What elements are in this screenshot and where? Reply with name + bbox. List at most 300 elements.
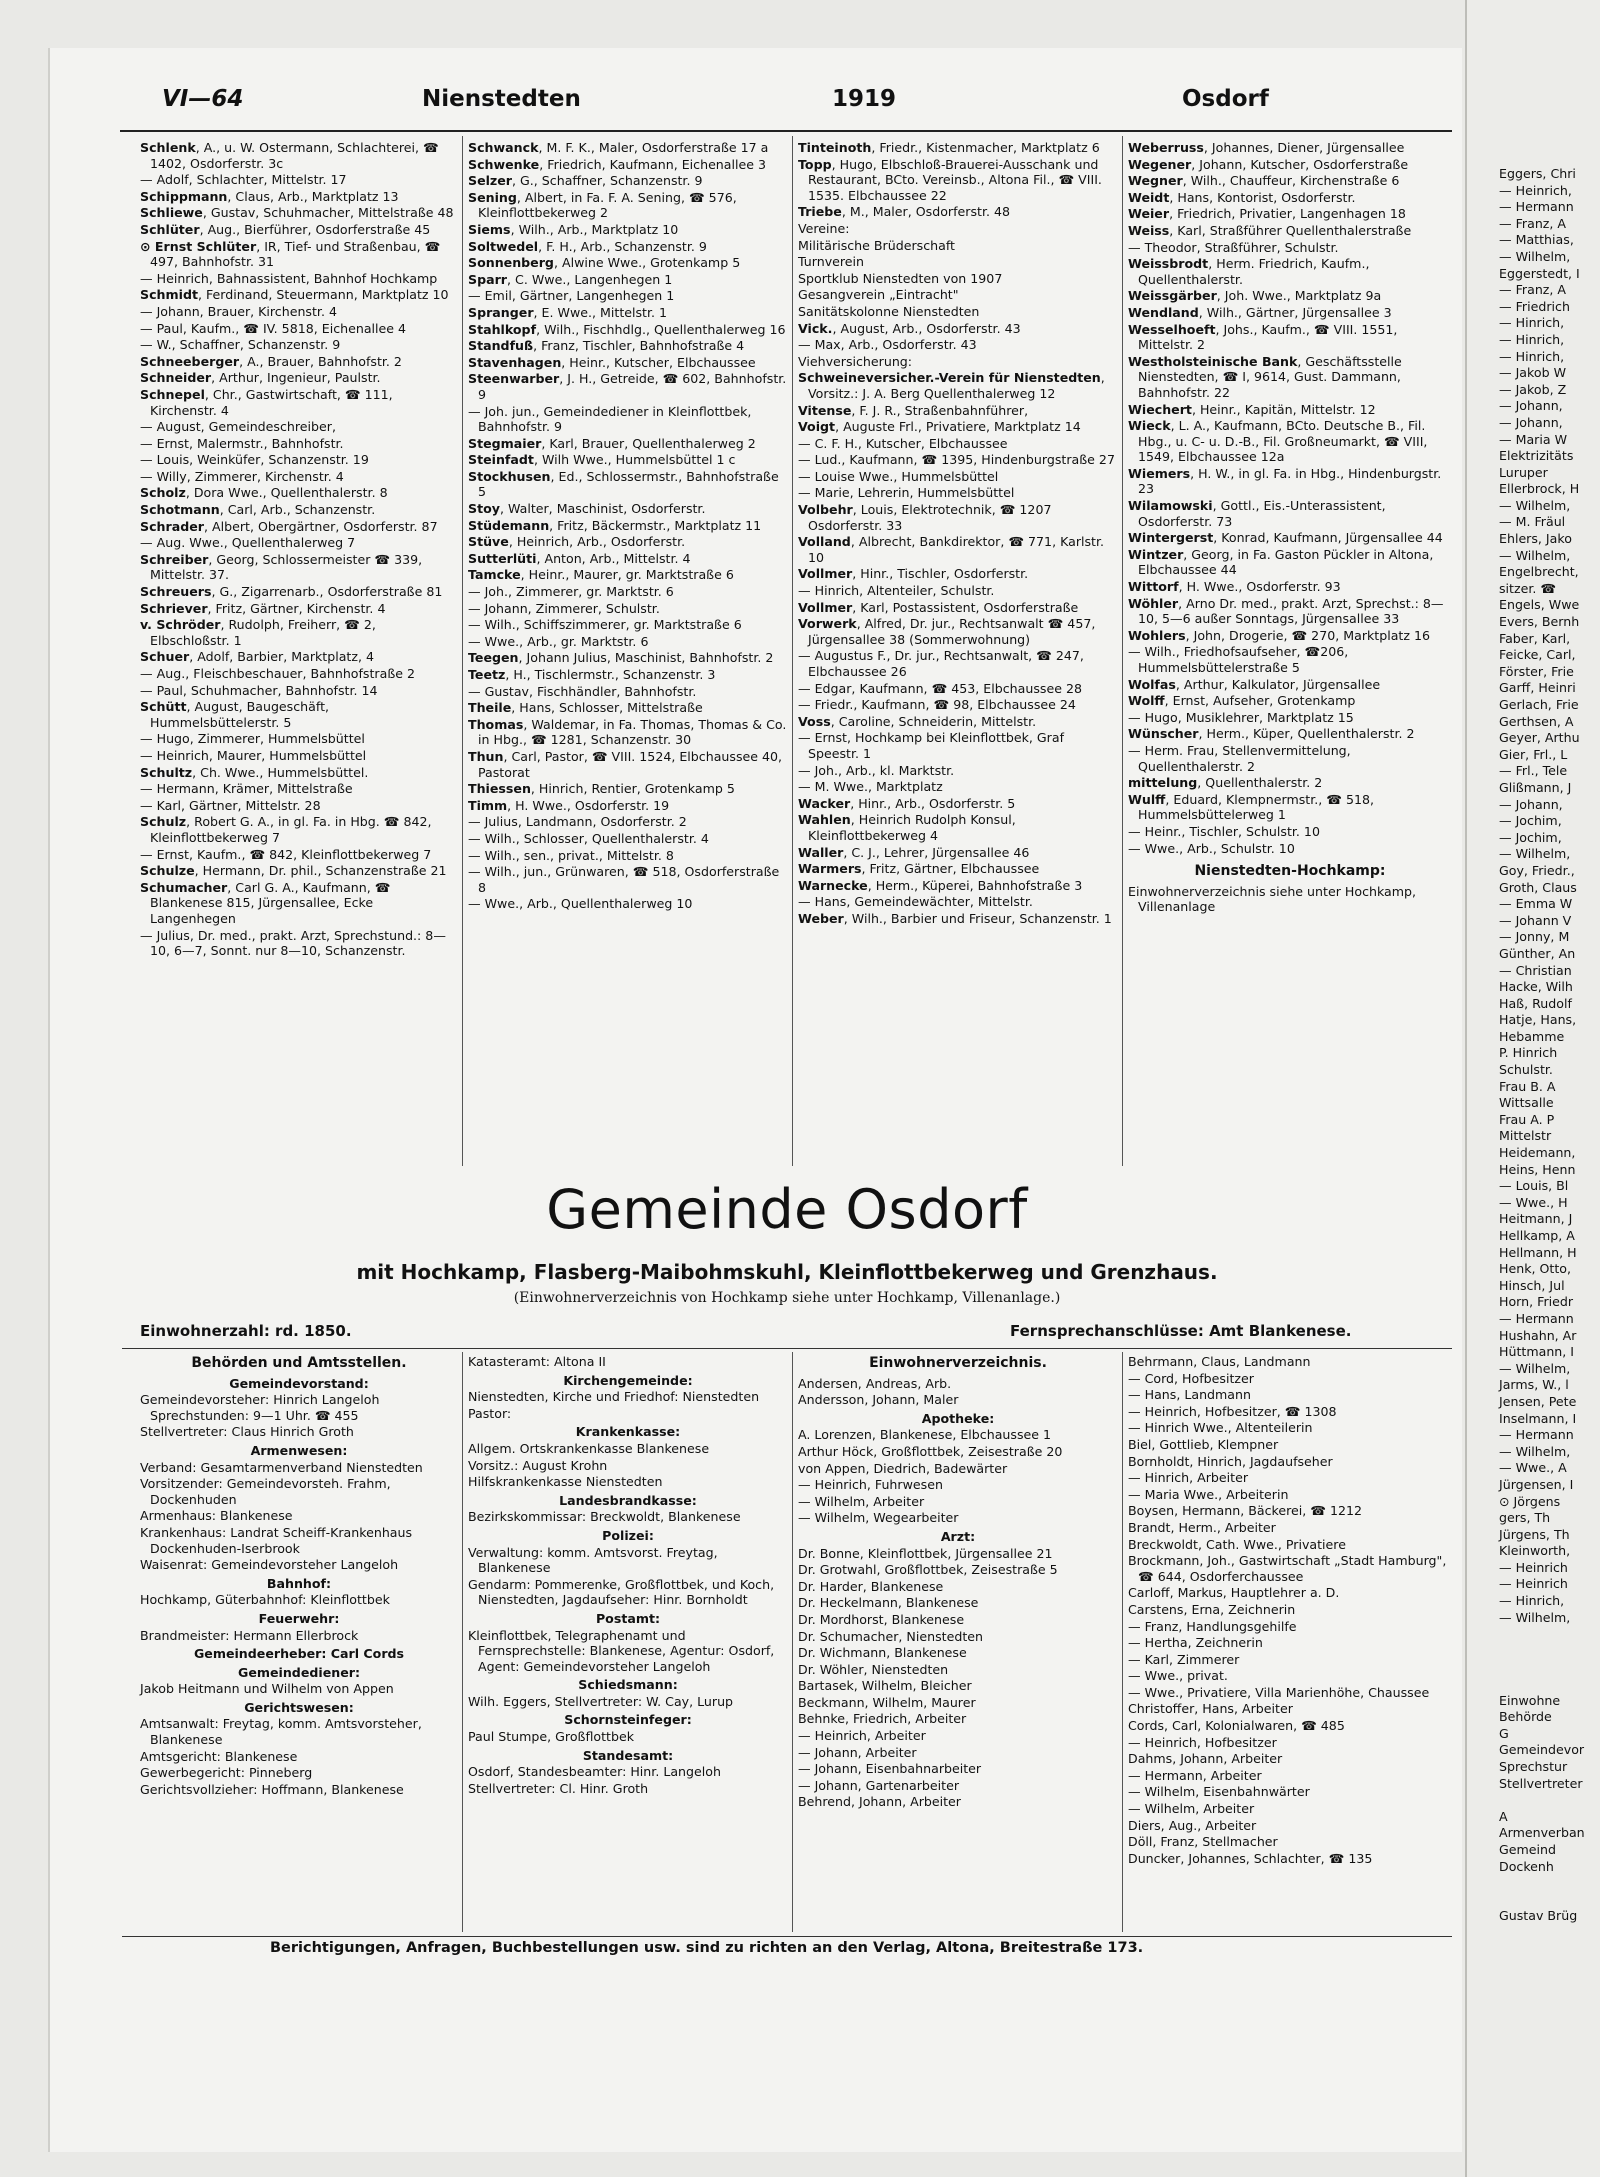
directory-entry: Wolff, Ernst, Aufseher, Grotenkamp [1128, 693, 1356, 709]
adjacent-entry: — Johann, [1499, 398, 1563, 414]
directory-entry: Weissgärber, Joh. Wwe., Marktplatz 9a [1128, 288, 1382, 304]
directory-entry: Vereine: [798, 220, 850, 236]
adjacent-entry: — Hermann [1499, 1310, 1574, 1326]
directory-entry: Döll, Franz, Stellmacher [1128, 1834, 1278, 1850]
left-running-title: Nienstedten [422, 86, 581, 112]
subsection-heading: Polizei: [602, 1527, 654, 1543]
adjacent-entry: Hüttmann, I [1499, 1344, 1574, 1360]
directory-entry: — Wilhelm, Wegearbeiter [798, 1510, 959, 1526]
directory-entry: Schneider, Arthur, Ingenieur, Paulstr. [140, 370, 381, 386]
directory-entry: Schlüter, Aug., Bierführer, Osdorferstraße 45 [140, 221, 431, 237]
directory-entry: Wieck, L. A., Kaufmann, BCto. Deutsche B., Fil. Hbg., u. C- u. D.-B., Fil. Großneumarkt, ☎ VIII, 1549, Elbchaussee 12a [1128, 418, 1428, 465]
directory-entry: Selzer, G., Schaffner, Schanzenstr. 9 [468, 173, 703, 189]
adjacent-entry: Faber, Karl, [1499, 630, 1571, 646]
adjacent-entry: — Hinrich, [1499, 315, 1565, 331]
subsection-heading: Gemeindeerheber: Carl Cords [193, 1646, 405, 1662]
adjacent-entry [1499, 1626, 1600, 1642]
directory-entry: Waller, C. J., Lehrer, Jürgensallee 46 [798, 844, 1030, 860]
directory-entry: — Edgar, Kaufmann, ☎ 453, Elbchaussee 28 [798, 680, 1083, 696]
directory-entry: — Ernst, Kaufm., ☎ 842, Kleinflottbekerweg 7 [140, 846, 432, 862]
adjacent-entry: Förster, Frie [1499, 663, 1574, 679]
directory-entry: Dr. Bonne, Kleinflottbek, Jürgensallee 21 [798, 1545, 1053, 1561]
adjacent-entry: Ehlers, Jako [1499, 531, 1572, 547]
directory-entry: — Max, Arb., Osdorferstr. 43 [798, 337, 977, 353]
adjacent-entry: Heins, Henn [1499, 1161, 1576, 1177]
directory-entry: Wilh. Eggers, Stellvertreter: W. Cay, Lurup [468, 1693, 734, 1709]
directory-entry: Schultz, Ch. Wwe., Hummelsbüttel. [140, 764, 369, 780]
directory-entry: — Julius, Dr. med., prakt. Arzt, Sprechstund.: 8—10, 6—7, Sonnt. nur 8—10, Schanzenstr. [140, 927, 446, 959]
adjacent-entry: Armenverban [1499, 1825, 1585, 1841]
authorities-column-2 [468, 1354, 788, 1797]
gemeinde-note: (Einwohnerverzeichnis von Hochkamp siehe unter Hochkamp, Villenanlage.) [513, 1290, 1061, 1306]
adjacent-entry: — Heinrich [1499, 1559, 1568, 1575]
directory-entry: — Friedr., Kaufmann, ☎ 98, Elbchaussee 24 [798, 697, 1076, 713]
directory-entry: Schippmann, Claus, Arb., Marktplatz 13 [140, 188, 399, 204]
directory-entry: Volland, Albrecht, Bankdirektor, ☎ 771, Karlstr. 10 [798, 534, 1105, 565]
directory-entry: — Hermann, Krämer, Mittelstraße [140, 781, 353, 797]
gemeinde-subtitle: mit Hochkamp, Flasberg-Maibohmskuhl, Kleinflottbekerweg und Grenzhaus. [356, 1260, 1218, 1284]
adjacent-entry: Eggerstedt, I [1499, 265, 1580, 281]
directory-entry: Sening, Albert, in Fa. F. A. Sening, ☎ 576, Kleinflottbekerweg 2 [468, 189, 737, 221]
adjacent-entry: — Johann V [1499, 912, 1572, 928]
adjacent-entry: Frau A. P [1499, 1111, 1555, 1127]
directory-entry: Siems, Wilh., Arb., Marktplatz 10 [468, 221, 679, 237]
directory-entry: Stegmaier, Karl, Brauer, Quellenthalerweg 2 [468, 435, 756, 451]
adjacent-entry: — Hinrich, [1499, 348, 1565, 364]
directory-entry: Kleinflottbek, Telegraphenamt und Fernsprechstelle: Blankenese, Agentur: Osdorf, Agent: Gemeindevorsteher Langeloh [468, 1627, 775, 1674]
directory-entry: Wendland, Wilh., Gärtner, Jürgensallee 3 [1128, 304, 1392, 320]
directory-entry: — Wwe., Arb., gr. Marktstr. 6 [468, 633, 649, 649]
directory-entry: — Johann, Arbeiter [798, 1744, 917, 1760]
directory-entry: — Hugo, Musiklehrer, Marktplatz 15 [1128, 709, 1354, 725]
right-running-title: Osdorf [1182, 86, 1269, 112]
directory-entry: Weberruss, Johannes, Diener, Jürgensallee [1128, 140, 1405, 155]
subsection-heading: Gemeindevorstand: [229, 1375, 369, 1391]
adjacent-entry: Hinsch, Jul [1499, 1277, 1565, 1293]
adjacent-entry: — Johann, [1499, 414, 1563, 430]
column-divider [462, 1352, 463, 1932]
adjacent-entry: Inselmann, I [1499, 1410, 1577, 1426]
directory-entry: Warmers, Fritz, Gärtner, Elbchaussee [798, 861, 1040, 877]
adjacent-entry: Gerthsen, A [1499, 713, 1574, 729]
adjacent-entry: — Matthias, [1499, 232, 1574, 248]
adjacent-entry: Henk, Otto, [1499, 1261, 1571, 1277]
directory-entry: Stellvertreter: Cl. Hinr. Groth [468, 1780, 649, 1796]
adjacent-entry: — Frl., Tele [1499, 763, 1568, 779]
directory-entry: — Aug. Wwe., Quellenthalerweg 7 [140, 535, 356, 551]
adjacent-entry: Frau B. A [1499, 1078, 1556, 1094]
adjacent-entry: — Emma W [1499, 896, 1573, 912]
directory-entry: — Adolf, Schlachter, Mittelstr. 17 [140, 172, 347, 188]
adjacent-entry: Hellkamp, A [1499, 1228, 1575, 1243]
subsection-heading: Feuerwehr: [258, 1610, 340, 1626]
directory-entry: Krankenhaus: Landrat Scheiff-Krankenhaus Dockenhuden-Iserbrook [140, 1524, 413, 1556]
adjacent-entry: Haß, Rudolf [1499, 995, 1572, 1011]
directory-entry: Bartasek, Wilhelm, Bleicher [798, 1678, 972, 1694]
directory-entry: Dahms, Johann, Arbeiter [1128, 1751, 1283, 1767]
directory-entry: — Paul, Schuhmacher, Bahnhofstr. 14 [140, 682, 378, 698]
subsection-heading: Bahnhof: [266, 1575, 332, 1591]
directory-entry: Turnverein [798, 254, 865, 270]
directory-entry: Viehversicherung: [798, 353, 913, 369]
directory-entry: — Wilh., jun., Grünwaren, ☎ 518, Osdorferstraße 8 [468, 864, 780, 895]
adjacent-entry: — Hermann [1499, 1427, 1574, 1443]
adjacent-entry: Jarms, W., l [1499, 1377, 1569, 1393]
directory-entry: Katasteramt: Altona II [468, 1354, 606, 1369]
directory-entry: A. Lorenzen, Blankenese, Elbchaussee 1 [798, 1427, 1052, 1443]
directory-entry: — Willy, Zimmerer, Kirchenstr. 4 [140, 468, 344, 484]
adjacent-entry: — Wilhelm, [1499, 547, 1571, 563]
directory-entry: Wiemers, H. W., in gl. Fa. in Hbg., Hindenburgstr. 23 [1128, 465, 1442, 497]
adjacent-entry: Hacke, Wilh [1499, 979, 1573, 995]
directory-entry: — Wwe., Arb., Quellenthalerweg 10 [468, 896, 693, 912]
subsection-heading: Arzt: [940, 1528, 976, 1544]
directory-entry: Gewerbegericht: Pinneberg [140, 1765, 313, 1781]
adjacent-entry: Garff, Heinri [1499, 680, 1576, 696]
adjacent-entry: Feicke, Carl, [1499, 647, 1576, 663]
adjacent-entry: Schulstr. [1499, 1062, 1553, 1078]
directory-entry: Wintzer, Georg, in Fa. Gaston Pückler in Altona, Elbchaussee 44 [1128, 546, 1434, 578]
directory-entry: Wegener, Johann, Kutscher, Osdorferstraße [1128, 156, 1409, 172]
adjacent-entry: Heidemann, [1499, 1145, 1576, 1161]
directory-entry: Arthur Höck, Großflottbek, Zeisestraße 20 [798, 1443, 1063, 1459]
directory-column-3 [798, 140, 1118, 928]
adjacent-entry: Hebamme [1499, 1028, 1565, 1044]
directory-entry: Warnecke, Herm., Küperei, Bahnhofstraße 3 [798, 877, 1083, 893]
adjacent-entry: Kleinworth, [1499, 1543, 1571, 1559]
directory-entry: Steenwarber, J. H., Getreide, ☎ 602, Bahnhofstr. 9 [468, 371, 787, 402]
directory-entry: — Johann, Brauer, Kirchenstr. 4 [140, 303, 337, 319]
authorities-column-1 [140, 1354, 458, 1798]
directory-entry: — Louis, Weinküfer, Schanzenstr. 19 [140, 452, 369, 468]
adjacent-entry: — Wilhelm, [1499, 1443, 1571, 1459]
directory-entry: Gendarm: Pommerenke, Großflottbek, und Koch, Nienstedten, Jagdaufseher: Hinr. Bornholdt [468, 1576, 775, 1608]
adjacent-entry: — Jakob, Z [1499, 381, 1567, 397]
directory-entry: — Karl, Gärtner, Mittelstr. 28 [140, 797, 321, 813]
directory-entry: Stüdemann, Fritz, Bäckermstr., Marktplatz 11 [468, 517, 762, 533]
directory-entry: ⊙ Ernst Schlüter, IR, Tief- und Straßenbau, ☎ 497, Bahnhofstr. 31 [140, 238, 441, 270]
directory-entry: — Heinrich, Hofbesitzer [1128, 1734, 1277, 1750]
directory-entry: — Wilhelm, Arbeiter [1128, 1801, 1255, 1817]
directory-column-1 [140, 140, 458, 960]
directory-entry: Wesselhoeft, Johs., Kaufm., ☎ VIII. 1551, Mittelstr. 2 [1128, 321, 1398, 353]
directory-entry: — Wwe., Privatiere, Villa Marienhöhe, Chaussee [1128, 1684, 1430, 1700]
directory-entry: — Heinrich, Maurer, Hummelsbüttel [140, 747, 367, 763]
directory-entry: Schriever, Fritz, Gärtner, Kirchenstr. 4 [140, 600, 386, 616]
directory-entry: Teetz, H., Tischlermstr., Schanzenstr. 3 [468, 667, 716, 682]
directory-entry: — Wilhelm, Arbeiter [798, 1493, 925, 1509]
directory-entry: Sanitätskolonne Nienstedten [798, 303, 980, 319]
adjacent-entry: — Hinrich, [1499, 331, 1565, 347]
adjacent-entry: — Maria W [1499, 431, 1568, 447]
header-rule [120, 130, 1452, 132]
directory-entry: — Hans, Landmann [1128, 1387, 1251, 1403]
adjacent-entry: sitzer. ☎ [1499, 580, 1557, 596]
directory-entry: — Wwe., privat. [1128, 1668, 1228, 1684]
directory-entry: Brandmeister: Hermann Ellerbrock [140, 1627, 359, 1643]
adjacent-entry: — Wwe., H [1499, 1194, 1568, 1210]
directory-entry: — W., Schaffner, Schanzenstr. 9 [140, 337, 341, 353]
directory-entry: Schotmann, Carl, Arb., Schanzenstr. [140, 502, 376, 518]
directory-entry: — Heinrich, Arbeiter [798, 1728, 926, 1744]
directory-entry: — Cord, Hofbesitzer [1128, 1370, 1254, 1386]
adjacent-entry: Mittelstr [1499, 1128, 1552, 1144]
adjacent-entry: Gier, Frl., L [1499, 746, 1568, 762]
adjacent-entry: — Hermann [1499, 199, 1574, 215]
adjacent-entry [1499, 1643, 1600, 1659]
directory-entry: Sparr, C. Wwe., Langenhegen 1 [468, 271, 673, 287]
directory-entry: Sonnenberg, Alwine Wwe., Grotenkamp 5 [468, 255, 741, 271]
directory-entry: Schweineversicher.-Verein für Nienstedten, Vorsitz.: J. A. Berg Quellenthalerweg 12 [798, 370, 1105, 401]
directory-entry: — Joh. jun., Gemeindediener in Kleinflottbek, Bahnhofstr. 9 [468, 403, 752, 435]
directory-entry: Sutterlüti, Anton, Arb., Mittelstr. 4 [468, 550, 691, 566]
column-divider [462, 136, 463, 1166]
directory-entry: von Appen, Diedrich, Badewärter [798, 1460, 1008, 1476]
directory-entry: Behrmann, Claus, Landmann [1128, 1354, 1311, 1369]
directory-entry: — Wilh., Schlosser, Quellenthalerstr. 4 [468, 830, 709, 846]
directory-entry: — Julius, Landmann, Osdorferstr. 2 [468, 814, 687, 830]
directory-entry: — Hinrich, Arbeiter [1128, 1470, 1249, 1486]
directory-entry: Behnke, Friedrich, Arbeiter [798, 1711, 967, 1727]
directory-entry: Wegner, Wilh., Chauffeur, Kirchenstraße 6 [1128, 173, 1400, 189]
adjacent-entry: — Franz, A [1499, 282, 1567, 298]
adjacent-entry: — Friedrich [1499, 298, 1570, 314]
directory-entry: — Heinrich, Hofbesitzer, ☎ 1308 [1128, 1403, 1337, 1419]
directory-entry: Osdorf, Standesbeamter: Hinr. Langeloh [468, 1764, 721, 1780]
directory-entry: Amtsanwalt: Freytag, komm. Amtsvorsteher, Blankenese [140, 1716, 422, 1748]
directory-entry: — Wilhelm, Eisenbahnwärter [1128, 1784, 1310, 1800]
subsection-heading: Postamt: [595, 1610, 661, 1626]
directory-entry: Tinteinoth, Friedr., Kistenmacher, Marktplatz 6 [798, 140, 1100, 155]
directory-entry: — Hans, Gemeindewächter, Mittelstr. [798, 894, 1033, 910]
directory-entry: — Wwe., Arb., Schulstr. 10 [1128, 840, 1295, 856]
directory-entry: Thomas, Waldemar, in Fa. Thomas, Thomas & Co. in Hbg., ☎ 1281, Schanzenstr. 30 [468, 716, 787, 748]
adjacent-entry: Günther, An [1499, 945, 1576, 961]
adjacent-entry: Gemeind [1499, 1841, 1556, 1857]
directory-entry: Teegen, Johann Julius, Maschinist, Bahnhofstr. 2 [468, 650, 774, 666]
directory-entry: Wulff, Eduard, Klempnermstr., ☎ 518, Hummelsbüttelerweg 1 [1128, 791, 1374, 823]
directory-entry: Weissbrodt, Herm. Friedrich, Kaufm., Quellenthalerstr. [1128, 256, 1370, 287]
adjacent-entry: Ellerbrock, H [1499, 481, 1580, 497]
directory-entry: Schütt, August, Baugeschäft, Hummelsbüttelerstr. 5 [140, 699, 330, 730]
adjacent-entry: — Wilhelm, [1499, 846, 1571, 862]
subsection-heading: Standesamt: [582, 1747, 674, 1763]
column-divider [1122, 136, 1123, 1166]
directory-entry: Topp, Hugo, Elbschloß-Brauerei-Ausschank und Restaurant, BCto. Vereinsb., Altona Fil., ☎ VIII. 1535. Elbchaussee 22 [798, 156, 1102, 203]
directory-entry: Wolfas, Arthur, Kalkulator, Jürgensallee [1128, 676, 1381, 692]
directory-entry: Westholsteinische Bank, Geschäftsstelle Nienstedten, ☎ I, 9614, Gust. Dammann, Bahnhofstr. 22 [1128, 353, 1402, 400]
directory-entry: — Wilh., sen., privat., Mittelstr. 8 [468, 847, 674, 863]
column-divider [1122, 1352, 1123, 1932]
adjacent-entry: Hushahn, Ar [1499, 1327, 1577, 1343]
directory-entry: Dr. Harder, Blankenese [798, 1578, 944, 1594]
adjacent-entry: Gemeindevor [1499, 1742, 1585, 1758]
section-heading: Einwohnerverzeichnis. [869, 1355, 1047, 1371]
adjacent-entry: — Hinrich, [1499, 1593, 1565, 1609]
directory-column-2 [468, 140, 788, 913]
directory-entry: Stüve, Heinrich, Arb., Osdorferstr. [468, 534, 686, 550]
directory-entry: Christoffer, Hans, Arbeiter [1128, 1701, 1293, 1717]
adjacent-entry: Goy, Friedr., [1499, 862, 1575, 878]
adjacent-entry: Stellvertreter [1499, 1775, 1583, 1791]
directory-entry: — C. F. H., Kutscher, Elbchaussee [798, 435, 1008, 451]
directory-entry: Dr. Wichmann, Blankenese [798, 1645, 967, 1661]
directory-page [48, 48, 1462, 2152]
directory-entry: Wöhler, Arno Dr. med., prakt. Arzt, Sprechst.: 8—10, 5—6 außer Sonntags, Jürgensallee 33 [1128, 595, 1444, 627]
adjacent-entry: — Franz, A [1499, 215, 1567, 231]
footer-rule [122, 1936, 1452, 1937]
directory-entry: Schreuers, G., Zigarrenarb., Osdorferstraße 81 [140, 584, 443, 600]
adjacent-entry [1499, 1792, 1600, 1808]
directory-entry: Brockmann, Joh., Gastwirtschaft „Stadt Hamburg", ☎ 644, Osdorferchaussee [1128, 1553, 1447, 1584]
directory-entry: — August, Gemeindeschreiber, [140, 419, 336, 435]
directory-entry: — Louise Wwe., Hummelsbüttel [798, 468, 999, 484]
directory-entry: Stahlkopf, Wilh., Fischhdlg., Quellenthalerweg 16 [468, 321, 786, 337]
directory-entry: — Gustav, Fischhändler, Bahnhofstr. [468, 683, 697, 699]
directory-entry: — Johann, Zimmerer, Schulstr. [468, 600, 660, 616]
directory-entry: — Franz, Handlungsgehilfe [1128, 1618, 1297, 1634]
directory-entry: Weier, Friedrich, Privatier, Langenhagen 18 [1128, 206, 1406, 222]
adjacent-entry: Behörde [1499, 1709, 1552, 1725]
adjacent-entry: — M. Fräul [1499, 514, 1566, 530]
directory-entry: Schwenke, Friedrich, Kaufmann, Eichenallee 3 [468, 156, 767, 172]
adjacent-entry: Jürgensen, I [1499, 1476, 1574, 1492]
directory-entry: Beckmann, Wilhelm, Maurer [798, 1694, 976, 1710]
subsection-heading: Schornsteinfeger: [564, 1712, 692, 1728]
directory-entry: Stellvertreter: Claus Hinrich Groth [140, 1424, 354, 1440]
directory-entry: — Theodor, Straßführer, Schulstr. [1128, 239, 1339, 255]
adjacent-entry: Einwohne [1499, 1692, 1561, 1708]
adjacent-entry: Sprechstur [1499, 1759, 1568, 1774]
year: 1919 [832, 86, 897, 112]
directory-entry: Soltwedel, F. H., Arb., Schanzenstr. 9 [468, 238, 707, 254]
directory-entry: — Aug., Fleischbeschauer, Bahnhofstraße 2 [140, 666, 416, 681]
directory-entry: Biel, Gottlieb, Klempner [1128, 1436, 1279, 1452]
directory-entry: Weidt, Hans, Kontorist, Osdorferstr. [1128, 189, 1356, 205]
directory-entry: Volbehr, Louis, Elektrotechnik, ☎ 1207 Osdorferstr. 33 [798, 502, 1052, 533]
adjacent-entry: Jensen, Pete [1499, 1393, 1577, 1409]
directory-entry: Breckwoldt, Cath. Wwe., Privatiere [1128, 1536, 1346, 1552]
adjacent-entry: Luruper [1499, 464, 1548, 480]
adjacent-entry: gers, Th [1499, 1510, 1551, 1526]
directory-entry: Schreiber, Georg, Schlossermeister ☎ 339, Mittelstr. 37. [140, 551, 423, 583]
directory-entry: Hilfskrankenkasse Nienstedten [468, 1474, 663, 1490]
adjacent-page-strip [1465, 0, 1600, 2177]
adjacent-entry: Glißmann, J [1499, 779, 1572, 795]
directory-entry: Weber, Wilh., Barbier und Friseur, Schanzenstr. 1 [798, 910, 1112, 926]
directory-entry: — Joh., Arb., kl. Marktstr. [798, 762, 955, 778]
directory-entry: Tamcke, Heinr., Maurer, gr. Marktstraße 6 [468, 567, 734, 583]
adjacent-entry [1499, 1659, 1600, 1675]
directory-entry: Dr. Heckelmann, Blankenese [798, 1595, 979, 1611]
directory-entry: — Karl, Zimmerer [1128, 1651, 1240, 1667]
directory-entry: Boysen, Hermann, Bäckerei, ☎ 1212 [1128, 1503, 1362, 1519]
directory-entry: Behrend, Johann, Arbeiter [798, 1794, 961, 1810]
directory-entry: mittelung, Quellenthalerstr. 2 [1128, 775, 1323, 791]
directory-entry: Vorwerk, Alfred, Dr. jur., Rechtsanwalt ☎ 457, Jürgensallee 38 (Sommerwohnung) [798, 616, 1096, 647]
subsection-heading: Gemeindediener: [237, 1664, 360, 1680]
directory-entry: — Johann, Eisenbahnarbeiter [798, 1761, 982, 1777]
subsection-heading: Krankenkasse: [575, 1424, 681, 1440]
adjacent-entry: Hatje, Hans, [1499, 1012, 1577, 1028]
directory-entry: — Hugo, Zimmerer, Hummelsbüttel [140, 731, 365, 747]
directory-entry: — Hermann, Arbeiter [1128, 1767, 1262, 1783]
directory-entry: Sportklub Nienstedten von 1907 [798, 270, 1003, 286]
directory-entry: Gerichtsvollzieher: Hoffmann, Blankenese [140, 1781, 404, 1797]
directory-entry: — Heinrich, Fuhrwesen [798, 1477, 943, 1493]
adjacent-page-column [1499, 166, 1600, 1925]
directory-entry: Thun, Carl, Pastor, ☎ VIII. 1524, Elbchaussee 40, Pastorat [468, 748, 783, 780]
adjacent-entry: — Wilhelm, [1499, 248, 1571, 264]
directory-entry: Dr. Wöhler, Nienstedten [798, 1661, 949, 1677]
directory-entry: Bezirkskommissar: Breckwoldt, Blankenese [468, 1509, 741, 1525]
adjacent-entry: — Louis, Bl [1499, 1178, 1569, 1194]
adjacent-entry: Geyer, Arthu [1499, 730, 1580, 746]
directory-entry: Gesangverein „Eintracht" [798, 287, 959, 303]
phone-line: Fernsprechanschlüsse: Amt Blankenese. [1010, 1322, 1352, 1340]
adjacent-entry: ⊙ Jörgens [1499, 1493, 1561, 1509]
adjacent-entry: Evers, Bernh [1499, 614, 1580, 630]
adjacent-entry: Hellmann, H [1499, 1244, 1577, 1260]
directory-entry: Carloff, Markus, Hauptlehrer a. D. [1128, 1585, 1340, 1601]
adjacent-entry: Engelbrecht, [1499, 564, 1579, 580]
directory-entry: Schuer, Adolf, Barbier, Marktplatz, 4 [140, 649, 375, 665]
adjacent-entry: — Wilhelm, [1499, 1360, 1571, 1376]
adjacent-entry: A [1499, 1808, 1508, 1824]
directory-entry: — Ernst, Malermstr., Bahnhofstr. [140, 435, 344, 451]
directory-entry: Wünscher, Herm., Küper, Quellenthalerstr. 2 [1128, 726, 1415, 742]
directory-entry: Dr. Mordhorst, Blankenese [798, 1611, 965, 1627]
directory-entry: — Heinrich, Bahnassistent, Bahnhof Hochkamp [140, 270, 438, 286]
directory-entry: Schliewe, Gustav, Schuhmacher, Mittelstraße 48 [140, 205, 454, 221]
directory-entry: Wittorf, H. Wwe., Osdorferstr. 93 [1128, 579, 1341, 595]
adjacent-entry: G [1499, 1725, 1509, 1741]
adjacent-entry: — Jochim, [1499, 829, 1562, 845]
directory-entry: Schulze, Hermann, Dr. phil., Schanzenstraße 21 [140, 863, 447, 879]
subsection-heading: Kirchengemeinde: [563, 1372, 693, 1388]
adjacent-entry: — Jonny, M [1499, 929, 1570, 945]
directory-entry: Carstens, Erna, Zeichnerin [1128, 1601, 1296, 1617]
adjacent-entry: — Johann, [1499, 796, 1563, 812]
adjacent-entry [1499, 1892, 1600, 1908]
directory-entry: Vorsitzender: Gemeindevorsteh. Frahm, Dockenhuden [140, 1476, 391, 1507]
directory-entry: Thiessen, Hinrich, Rentier, Grotenkamp 5 [468, 781, 735, 797]
directory-entry: Schlenk, A., u. W. Ostermann, Schlachterei, ☎ 1402, Osdorferstr. 3c [140, 140, 439, 171]
directory-entry: — Wilh., Schiffszimmerer, gr. Marktstraße 6 [468, 617, 742, 633]
subsection-heading: Apotheke: [921, 1410, 995, 1426]
directory-entry: Wilamowski, Gottl., Eis.-Unterassistent, Osdorferstr. 73 [1128, 498, 1386, 529]
directory-entry: v. Schröder, Rudolph, Freiherr, ☎ 2, Elbschloßstr. 1 [140, 617, 376, 648]
directory-entry: — Hertha, Zeichnerin [1128, 1635, 1263, 1651]
adjacent-entry: Gustav Brüg [1499, 1908, 1578, 1924]
directory-entry: Scholz, Dora Wwe., Quellenthalerstr. 8 [140, 485, 388, 501]
section-rule [122, 1348, 1452, 1349]
directory-entry: Stavenhagen, Heinr., Kutscher, Elbchaussee [468, 354, 756, 370]
section-heading: Behörden und Amtsstellen. [191, 1355, 407, 1371]
page-number: VI—64 [162, 86, 244, 112]
adjacent-entry: Jürgens, Th [1499, 1526, 1570, 1542]
directory-entry: Dr. Grotwahl, Großflottbek, Zeisestraße 5 [798, 1562, 1058, 1578]
directory-entry: Nienstedten, Kirche und Friedhof: Nienstedten [468, 1389, 760, 1405]
subsection-heading: Armenwesen: [250, 1442, 348, 1458]
directory-entry: Weiss, Karl, Straßführer Quellenthalerstraße [1128, 222, 1412, 238]
gemeinde-title: Gemeinde Osdorf [546, 1178, 1028, 1241]
adjacent-entry: — Heinrich, [1499, 182, 1572, 198]
column-divider [792, 1352, 793, 1932]
directory-entry: Wacker, Hinr., Arb., Osdorferstr. 5 [798, 795, 1016, 811]
residents-column-1 [798, 1354, 1118, 1811]
directory-entry: Theile, Hans, Schlosser, Mittelstraße [468, 700, 703, 716]
